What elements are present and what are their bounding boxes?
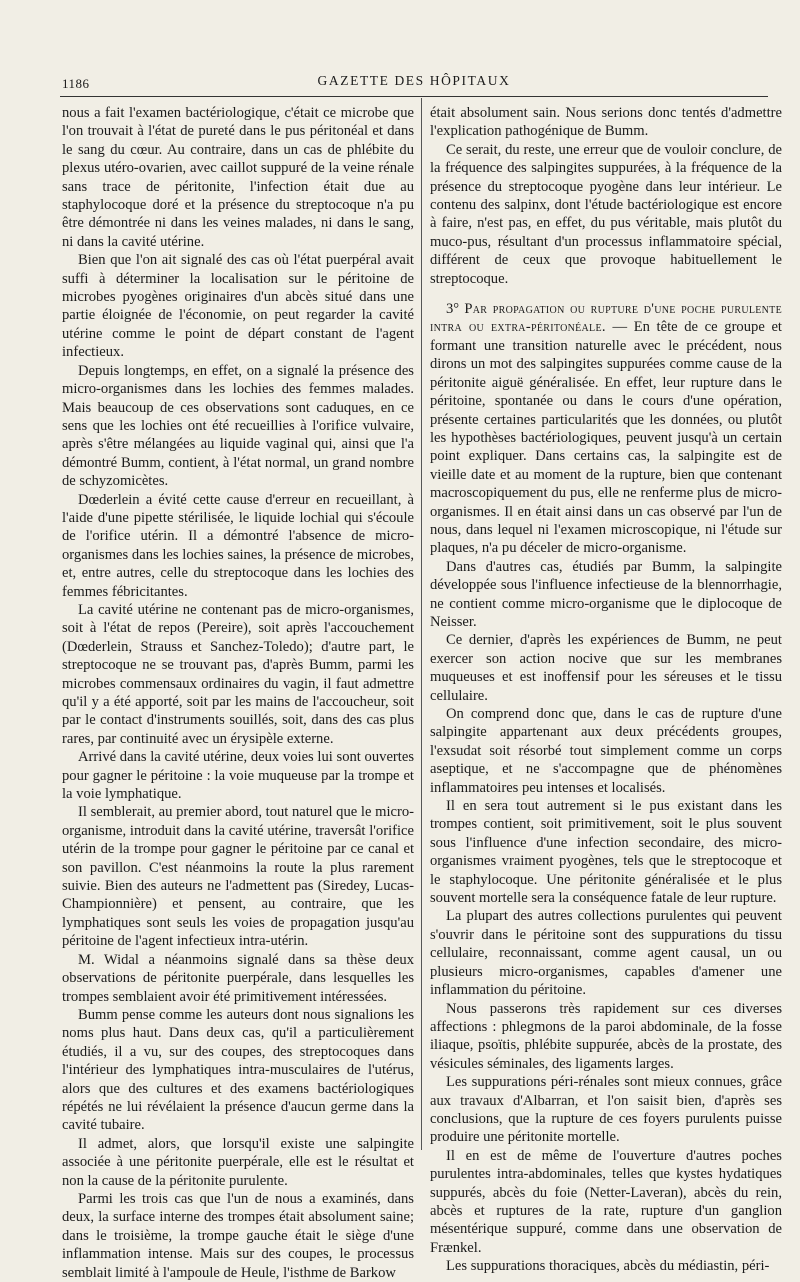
paragraph: Ce dernier, d'après les expériences de Bumm, ne peut exercer son action nocive que sur les membranes muqueuses et est inoffensif pour les séreuses et le tissu cellulaire. <box>430 632 782 704</box>
page-header <box>60 70 768 97</box>
paragraph: Arrivé dans la cavité utérine, deux voies lui sont ouvertes pour gagner le péritoine : la voie muqueuse par la trompe et la voie lymphatique. <box>62 749 414 803</box>
column-divider <box>421 98 422 1150</box>
page-number: 1186 <box>62 76 90 91</box>
section-number: 3° <box>446 301 460 318</box>
paragraph: Les suppurations péri-rénales sont mieux connues, grâce aux travaux d'Albarran, et l'on saisit bien, d'après ses conclusions, que la rupture de ces foyers purulents puisse produire une péritonite mortelle. <box>430 1074 782 1146</box>
paragraph: M. Widal a néanmoins signalé dans sa thèse deux observations de péritonite puerpérale, dans lesquelles les trompes semblaient avoir été primitivement intéressées. <box>62 951 414 1005</box>
paragraph: Il semblerait, au premier abord, tout naturel que le micro-organisme, introduit dans la cavité utérine, traversât l'orifice utérin de la trompe pour gagner le péritoine par ce canal et son pavillon. C'est néanmoins la route la plus rarement suivie. Bien des auteurs ne l'admettent pas (Siredey, Lucas-Championnière) et pensent, au contraire, que les lymphatiques sont seuls les voies de propagation jusqu'au péritoine de l'agent infectieux intra-utérin. <box>62 804 414 950</box>
paragraph: Dœderlein a évité cette cause d'erreur en recueillant, à l'aide d'une pipette stérilisée, le liquide lochial qui s'écoule de l'orifice utérin. Il a démontré l'absence de micro-organismes dans les lochies saines, la présence de microbes, et, entre autres, celle du streptocoque dans les lochies des femmes fébricitantes. <box>62 491 414 600</box>
paragraph: La cavité utérine ne contenant pas de micro-organismes, soit à l'état de repos (Pereire), soit après l'accouchement (Dœderlein, Strauss et Sanchez-Toledo); d'autre part, le streptocoque ne se trouvant pas, d'après Bumm, parmi les microbes commensaux ordinaires du vagin, il faut admettre qu'il y a été apporté, soit par les mains de l'accoucheur, soit par le contact d'instruments souillés, soit, dans des cas plus rares, par continuité avec un érysipèle externe. <box>62 601 414 747</box>
paragraph: Dans d'autres cas, étudiés par Bumm, la salpingite développée sous l'influence infectieuse de la blennorrhagie, ne contient comme micro-organisme que le diplocoque de Neisser. <box>430 558 782 630</box>
paragraph: Parmi les trois cas que l'un de nous a examinés, dans deux, la surface interne des trompes était absolument saine; dans le troisième, la trompe gauche était le siège d'une inflammation intense. Mais sur des coupes, le processus semblait limité à l'ampoule de Heule, l'isthme de Barkow <box>62 1190 414 1281</box>
section-paragraph <box>430 300 782 558</box>
paragraph: Ce serait, du reste, une erreur que de vouloir conclure, de la fréquence des salpingites suppurées, à la fréquence de la présence du streptocoque pyogène dans leur intérieur. Le contenu des salpinx, dont l'étude bactériologique est encore à faire, n'est pas, en effet, du pus véritable, mais plutôt du muco-pus, résultant d'un processus inflammatoire spécial, différent de ceux que provoque habituellement le streptocoque. <box>430 141 782 287</box>
running-title: GAZETTE DES HÔPITAUX <box>317 73 511 88</box>
paragraph: La plupart des autres collections purulentes qui peuvent s'ouvrir dans le péritoine sont des suppurations du tissu cellulaire, reconnaissant, comme agent causal, un ou plusieurs micro-organismes, capables d'amener une inflammation du péritoine. <box>430 908 782 999</box>
section-heading: Par propagation ou rupture d'une poche purulente intra ou extra-péritonéale. <box>430 301 782 336</box>
paragraph: Bumm pense comme les auteurs dont nous signalions les noms plus haut. Dans deux cas, qu'il a particulièrement étudiés, il a vu, sur des coupes, des streptocoques dans l'intérieur des lymphatiques intra-musculaires de l'utérus, alors que des cultures et des examens bactériologiques répétés ne lui révélaient la présence d'aucun germe dans la cavité tubaire. <box>62 1006 414 1134</box>
paragraph: nous a fait l'examen bactériologique, c'était ce microbe que l'on trouvait à l'état de pureté dans le pus péritonéal et dans le sang du cœur. Au contraire, dans un cas de phlébite du plexus utéro-ovarien, avec caillot suppuré de la veine rénale sans trace de péritonite, l'infection était due au staphylocoque doré et la présence du streptocoque n'a pu être démontrée ni dans les veines malades, ni dans le sang, ni dans la cavité utérine. <box>62 105 414 250</box>
paragraph: On comprend donc que, dans le cas de rupture d'une salpingite appartenant aux deux précédents groupes, l'exsudat soit résorbé tout simplement comme un corps aseptique, et ne s'accompagne que de phénomènes inflammatoires peu intenses et localisés. <box>430 706 782 796</box>
paragraph: Il en sera tout autrement si le pus existant dans les trompes contient, soit primitivement, soit le plus souvent sous l'influence d'une infection secondaire, des micro-organismes vraiment pyogènes, tels que le streptocoque et le staphylocoque. Une péritonite généralisée et le plus souvent mortelle sera la conséquence fatale de leur rupture. <box>430 798 782 907</box>
section-text: — En tête de ce groupe et formant une transition naturelle avec le précédent, nous dirons un mot des salpingites suppurées comme cause de la péritonite aiguë généralisée. En effet, leur rupture dans le péritoine, spontanée ou dans le cours d'une opération, présente certaines particularités que les données, ou plutôt les hypothèses bactériologiques, peuvent jusqu'à un certain point expliquer. Dans certains cas, la salpingite est de vieille date et au moment de la rupture, bien que contenant macroscopiquement du pus, elle ne renferme plus de micro-organismes. Il en était ainsi dans un cas observé par l'un de nous, dans lequel ni l'examen microscopique, ni l'étude sur plaques, n'a pu déceler de micro-organisme. <box>430 319 782 557</box>
left-column <box>62 104 414 1282</box>
paragraph: Depuis longtemps, en effet, on a signalé la présence des micro-organismes dans les lochies des femmes malades. Mais beaucoup de ces observations sont caduques, en ce sens que les lochies ont été recueillies à l'orifice vulvaire, après s'être mélangées au liquide vaginal qui, ainsi que l'a démontré Bumm, contient, à l'état normal, un grand nombre de schyzomicètes. <box>62 362 414 490</box>
paragraph: Il admet, alors, que lorsqu'il existe une salpingite associée à une péritonite puerpérale, elle est le résultat et non la cause de la péritonite purulente. <box>62 1135 414 1189</box>
right-column <box>430 104 782 1276</box>
paragraph: était absolument sain. Nous serions donc tentés d'admettre l'explication pathogénique de Bumm. <box>430 105 782 140</box>
paragraph: Nous passerons très rapidement sur ces diverses affections : phlegmons de la paroi abdominale, de la fosse iliaque, psoïtis, phlébite suppurée, abcès de la prostate, des vésicules séminales, des ligaments larges. <box>430 1000 782 1072</box>
paragraph: Les suppurations thoraciques, abcès du médiastin, péri- <box>446 1258 770 1275</box>
paragraph: Bien que l'on ait signalé des cas où l'état puerpéral avait suffi à déterminer la localisation sur le péritoine de microbes pyogènes originaires d'un abcès situé dans une partie éloignée de l'économie, on peut regarder la cavité utérine comme le point de départ constant de l'agent infectieux. <box>62 252 414 361</box>
paragraph: Il en est de même de l'ouverture d'autres poches purulentes intra-abdominales, telles que kystes hydatiques suppurés, abcès du foie (Netter-Laveran), abcès du rein, abcès et ruptures de la rate, rupture d'un ganglion mésentérique suppuré, comme dans une observation de Frænkel. <box>430 1147 782 1256</box>
